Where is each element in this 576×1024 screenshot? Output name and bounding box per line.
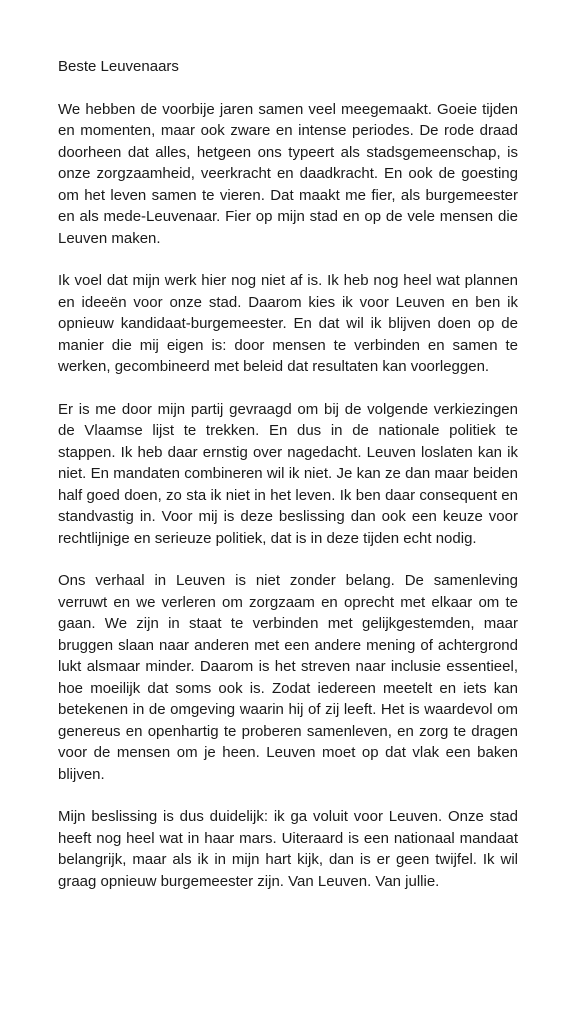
letter-paragraph-2: Ik voel dat mijn werk hier nog niet af is. Ik heb nog heel wat plannen en ideeën voor onze stad. Daarom kies ik voor Leuven en ben ik opnieuw kandidaat-burgemeester. En dat wil ik blijven doen op de manier die mij eigen is: door mensen te verbinden en samen te werken, gecombineerd met beleid dat resultaten kan voorleggen. bbox=[58, 272, 518, 375]
letter-paragraph-4: Ons verhaal in Leuven is niet zonder belang. De samenleving verruwt en we verleren om zorgzaam en oprecht met elkaar om te gaan. We zijn in staat te verbinden met gelijkgestemden, maar bruggen slaan naar anderen met een andere mening of achtergrond lukt alsmaar minder. Daarom is het streven naar inclusie essentieel, hoe moeilijk dat soms ook is. Zodat iedereen meetelt en iets kan betekenen in de omgeving waarin hij of zij leeft. Het is waardevol om genereus en openhartig te proberen samenleven, en zorg te dragen voor de mensen om je heen. Leuven moet op dat vlak een baken blijven. bbox=[58, 572, 518, 783]
letter-paragraph-3: Er is me door mijn partij gevraagd om bij de volgende verkiezingen de Vlaamse lijst te trekken. En dus in de nationale politiek te stappen. Ik heb daar ernstig over nagedacht. Leuven loslaten kan ik niet. En mandaten combineren wil ik niet. Je kan ze dan maar beiden half goed doen, zo sta ik niet in het leven. Ik ben daar consequent en standvastig in. Voor mij is deze beslissing dan ook een keuze voor rechtlijnige en serieuze politiek, dat is in deze tijden echt nodig. bbox=[58, 400, 518, 547]
letter-paragraph-1: We hebben de voorbije jaren samen veel meegemaakt. Goeie tijden en momenten, maar ook zware en intense periodes. De rode draad doorheen dat alles, hetgeen ons typeert als stadsgemeenschap, is onze zorgzaamheid, veerkracht en daadkracht. En ook de goesting om het leven samen te vieren. Dat maakt me fier, als burgemeester en als mede-Leuvenaar. Fier op mijn stad en op de vele mensen die Leuven maken. bbox=[58, 100, 518, 247]
letter-greeting: Beste Leuvenaars bbox=[58, 58, 179, 75]
letter-paragraph-5: Mijn beslissing is dus duidelijk: ik ga voluit voor Leuven. Onze stad heeft nog heel wat in haar mars. Uiteraard is een nationaal mandaat belangrijk, maar als ik in mijn hart kijk, dan is er geen twijfel. Ik wil graag opnieuw burgemeester zijn. Van Leuven. Van jullie. bbox=[58, 808, 518, 890]
letter-body bbox=[58, 56, 518, 892]
